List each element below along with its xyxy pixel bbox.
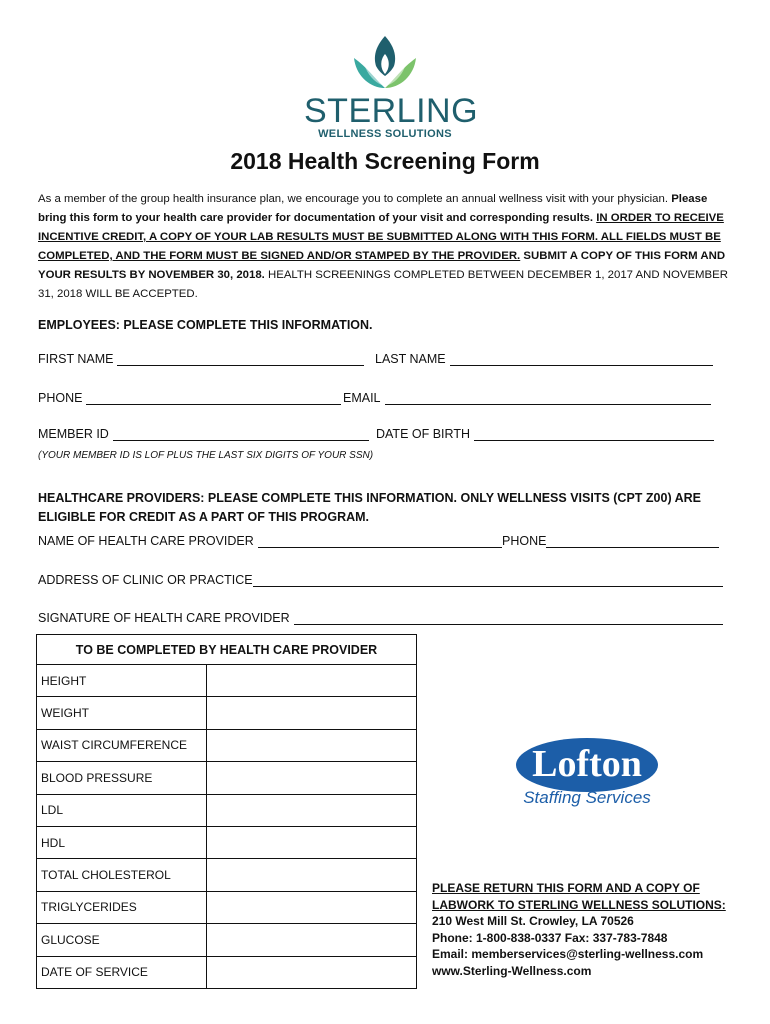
- ldl-value-cell[interactable]: [207, 794, 417, 826]
- last-name-line[interactable]: [450, 352, 713, 366]
- provider-name-line[interactable]: [258, 534, 502, 548]
- intro-text-2: Please bring this form to your health care provider for documentation of your visit and corresponding results.: [38, 193, 708, 224]
- phone-field[interactable]: [38, 391, 341, 405]
- hdl-value-cell[interactable]: [207, 826, 417, 858]
- provider-signature-label: SIGNATURE OF HEALTH CARE PROVIDER: [38, 611, 290, 625]
- provider-results-table: [36, 634, 417, 989]
- row-label: HEIGHT: [37, 665, 207, 697]
- row-label: GLUCOSE: [37, 924, 207, 956]
- return-website: www.Sterling-Wellness.com: [432, 963, 592, 978]
- clinic-address-label: ADDRESS OF CLINIC OR PRACTICE: [38, 573, 253, 587]
- table-row: [37, 826, 417, 858]
- provider-signature-line[interactable]: [294, 611, 723, 625]
- member-id-note: (YOUR MEMBER ID IS LOF PLUS THE LAST SIX DIGITS OF YOUR SSN): [38, 450, 374, 461]
- row-label: BLOOD PRESSURE: [37, 762, 207, 794]
- intro-text-4: SUBMIT A COPY OF THIS FORM AND YOUR RESULTS BY NOVEMBER 30, 2018.: [38, 250, 726, 281]
- row-label: TOTAL CHOLESTEROL: [37, 859, 207, 891]
- return-line-1: PLEASE RETURN THIS FORM AND A COPY OF: [432, 881, 700, 895]
- row-label: WAIST CIRCUMFERENCE: [37, 729, 207, 761]
- return-email: Email: memberservices@sterling-wellness.com: [432, 947, 704, 961]
- table-row: [37, 859, 417, 891]
- member-id-label: MEMBER ID: [38, 427, 109, 441]
- table-row: [37, 762, 417, 794]
- page-title: 2018 Health Screening Form: [230, 148, 540, 174]
- blood-pressure-value-cell[interactable]: [207, 762, 417, 794]
- dob-line[interactable]: [474, 427, 714, 441]
- last-name-label: LAST NAME: [375, 352, 446, 366]
- intro-paragraph: [38, 190, 738, 304]
- provider-phone-line[interactable]: [546, 534, 719, 548]
- intro-text-3: IN ORDER TO RECEIVE INCENTIVE CREDIT, A COPY OF YOUR LAB RESULTS MUST BE SUBMITTED ALONG WITH THIS FORM. ALL FIELDS MUST BE COMPLETED, AND THE FORM MUST BE SIGNED AND/OR STAMPED BY THE PROVIDER.: [38, 212, 724, 262]
- table-header-row: [37, 635, 417, 665]
- first-name-field[interactable]: [38, 352, 364, 366]
- lofton-logo: [516, 738, 658, 818]
- return-instructions: [432, 880, 752, 979]
- table-row: [37, 729, 417, 761]
- weight-value-cell[interactable]: [207, 697, 417, 729]
- total-cholesterol-value-cell[interactable]: [207, 859, 417, 891]
- intro-text-1: As a member of the group health insurance plan, we encourage you to complete an annual wellness visit with your physician.: [38, 193, 669, 205]
- table-row: [37, 665, 417, 697]
- provider-name-field[interactable]: [38, 534, 502, 548]
- phone-line[interactable]: [86, 391, 341, 405]
- table-row: [37, 956, 417, 988]
- lofton-name: Lofton: [532, 743, 642, 785]
- return-address: 210 West Mill St. Crowley, LA 70526: [432, 914, 634, 928]
- dob-field[interactable]: [376, 427, 714, 441]
- email-label: EMAIL: [343, 391, 381, 405]
- first-name-label: FIRST NAME: [38, 352, 114, 366]
- provider-phone-field[interactable]: [502, 534, 719, 548]
- table-header: TO BE COMPLETED BY HEALTH CARE PROVIDER: [37, 635, 417, 665]
- intro-text-5: HEALTH SCREENINGS COMPLETED BETWEEN DECEMBER 1, 2017 AND NOVEMBER 31, 2018 WILL BE ACCEPTED.: [38, 269, 728, 300]
- provider-signature-field[interactable]: [38, 611, 723, 625]
- row-label: WEIGHT: [37, 697, 207, 729]
- triglycerides-value-cell[interactable]: [207, 891, 417, 923]
- date-of-service-value-cell[interactable]: [207, 956, 417, 988]
- employees-heading: EMPLOYEES: PLEASE COMPLETE THIS INFORMATION.: [38, 318, 373, 332]
- return-phone-fax: Phone: 1-800-838-0337 Fax: 337-783-7848: [432, 930, 668, 945]
- glucose-value-cell[interactable]: [207, 924, 417, 956]
- height-value-cell[interactable]: [207, 665, 417, 697]
- lofton-subtitle: Staffing Services: [523, 788, 651, 807]
- row-label: HDL: [37, 826, 207, 858]
- email-line[interactable]: [385, 391, 711, 405]
- waist-value-cell[interactable]: [207, 729, 417, 761]
- sterling-logo: [300, 32, 479, 142]
- return-line-2: LABWORK TO STERLING WELLNESS SOLUTIONS:: [432, 897, 726, 912]
- lotus-icon: [346, 32, 424, 92]
- providers-heading: HEALTHCARE PROVIDERS: PLEASE COMPLETE THIS INFORMATION. ONLY WELLNESS VISITS (CPT Z00) ARE ELIGIBLE FOR CREDIT AS A PART OF THIS PROGRAM.: [38, 491, 702, 524]
- logo-name: STERLING: [304, 92, 479, 130]
- provider-phone-label: PHONE: [502, 534, 547, 548]
- table-row: [37, 697, 417, 729]
- row-label: TRIGLYCERIDES: [37, 891, 207, 923]
- table-row: [37, 924, 417, 956]
- row-label: DATE OF SERVICE: [37, 956, 207, 988]
- logo-subtitle: WELLNESS SOLUTIONS: [318, 128, 452, 140]
- provider-name-label: NAME OF HEALTH CARE PROVIDER: [38, 534, 254, 548]
- email-field[interactable]: [343, 391, 711, 405]
- clinic-address-line[interactable]: [253, 573, 723, 587]
- clinic-address-field[interactable]: [38, 573, 723, 587]
- last-name-field[interactable]: [375, 352, 713, 366]
- phone-label: PHONE: [38, 391, 83, 405]
- member-id-field[interactable]: [38, 427, 369, 441]
- dob-label: DATE OF BIRTH: [376, 427, 470, 441]
- first-name-line[interactable]: [117, 352, 364, 366]
- table-row: [37, 891, 417, 923]
- member-id-line[interactable]: [113, 427, 369, 441]
- table-row: [37, 794, 417, 826]
- row-label: LDL: [37, 794, 207, 826]
